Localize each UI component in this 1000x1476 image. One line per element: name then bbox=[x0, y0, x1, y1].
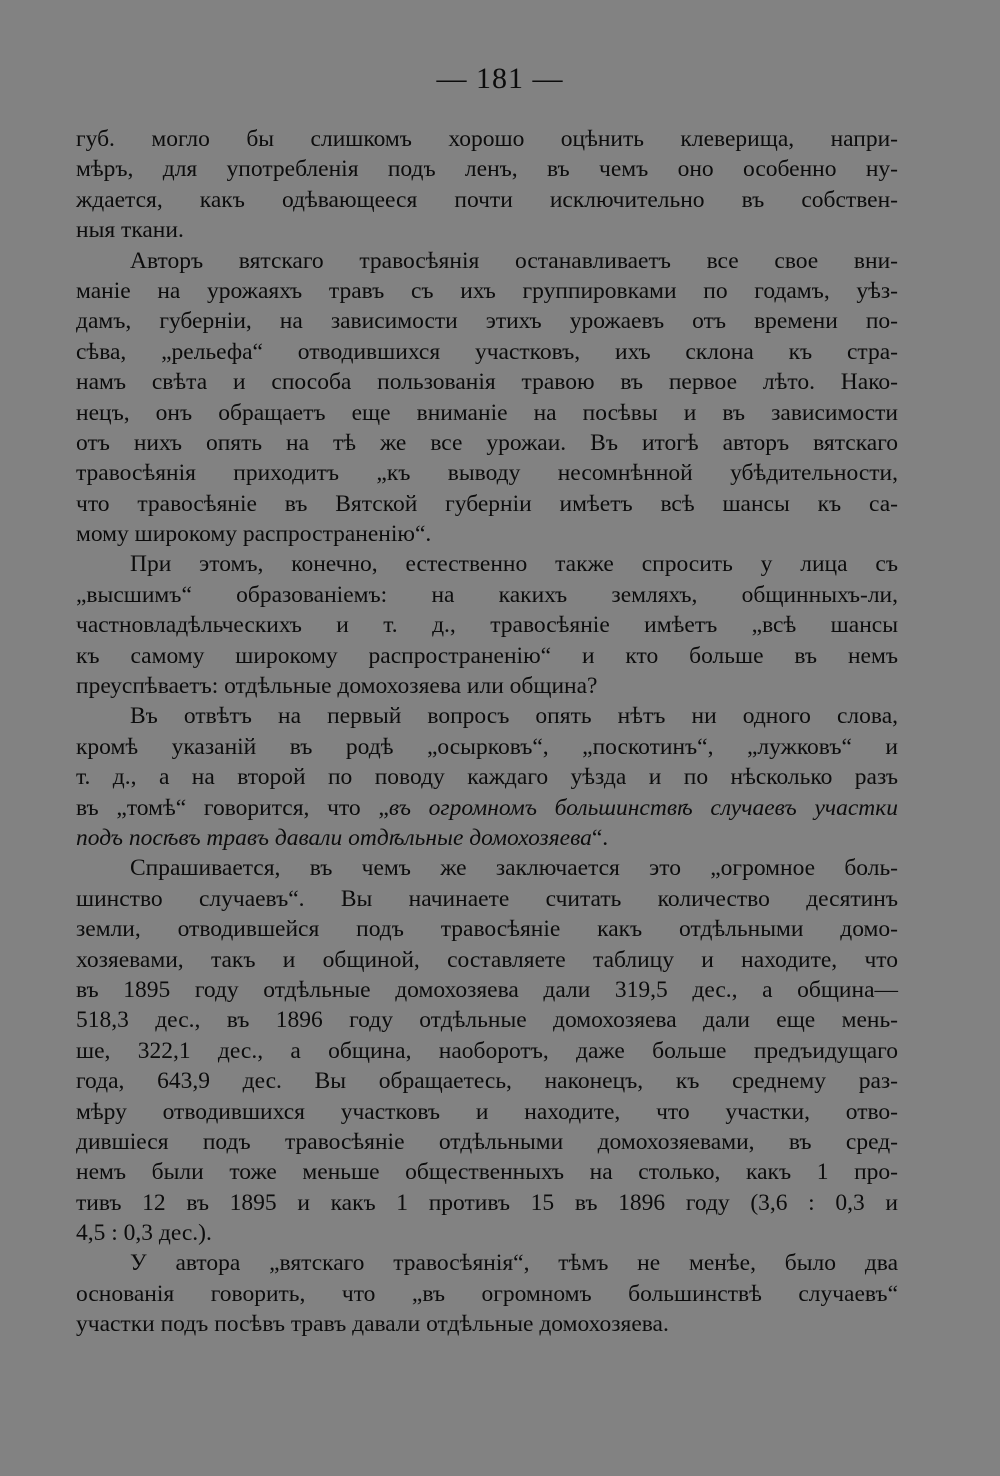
text-span: т. д., а на второй по поводу каждаго уѣзда и по нѣсколько разъ bbox=[76, 764, 898, 791]
text-span: немъ были тоже меньше общественныхъ на столько, какъ 1 про- bbox=[76, 1159, 898, 1186]
text-line bbox=[76, 1279, 898, 1309]
text-span: шинство случаевъ“. Вы начинаете считать количество десятинъ bbox=[76, 885, 898, 912]
text-span: кромѣ указаній въ родѣ „осырковъ“, „поскотинъ“, „лужковъ“ и bbox=[76, 733, 898, 760]
text-line bbox=[76, 793, 898, 823]
text-line bbox=[76, 762, 898, 792]
text-line bbox=[76, 732, 898, 762]
text-span: ныя ткани. bbox=[76, 217, 184, 244]
text-span: въ 1895 году отдѣльные домохозяева дали 319,5 дес., а община— bbox=[76, 976, 898, 1003]
text-line bbox=[76, 580, 898, 610]
text-span: губ. могло бы слишкомъ хорошо оцѣнить клеверища, напри- bbox=[76, 126, 898, 152]
text-line bbox=[76, 549, 898, 579]
text-line bbox=[76, 154, 898, 184]
text-line bbox=[76, 1188, 898, 1218]
page-text bbox=[76, 124, 898, 1340]
text-line bbox=[76, 124, 898, 154]
text-span: земли, отводившейся подъ травосѣяніе какъ отдѣльными домо- bbox=[76, 916, 898, 943]
text-span: нецъ, онъ обращаетъ еще вниманіе на посѣвы и въ зависимости bbox=[76, 399, 898, 426]
text-span: въ „томѣ“ говорится, что „ bbox=[76, 794, 389, 821]
text-span: Спрашивается, въ чемъ же заключается это „огромное боль- bbox=[130, 855, 898, 882]
text-span: отъ нихъ опять на тѣ же все урожаи. Въ итогѣ авторъ вятскаго bbox=[76, 429, 898, 456]
text-span: ждается, какъ одѣвающееся почти исключительно въ собствен- bbox=[76, 186, 898, 213]
italic-quote: въ огромномъ большинствѣ случаевъ участки bbox=[388, 794, 898, 821]
text-span: основанія говорить, что „въ огромномъ большинствѣ случаевъ“ bbox=[76, 1280, 898, 1307]
text-span: травосѣянія приходитъ „къ выводу несомнѣнной убѣдительности, bbox=[76, 460, 898, 487]
text-span: У автора „вятскаго травосѣянія“, тѣмъ не менѣе, было два bbox=[130, 1250, 898, 1277]
text-line bbox=[76, 246, 898, 276]
text-line bbox=[76, 367, 898, 397]
text-line bbox=[76, 671, 898, 701]
text-line bbox=[76, 306, 898, 336]
text-line bbox=[76, 519, 898, 549]
text-line bbox=[76, 489, 898, 519]
text-span: При этомъ, конечно, естественно также спросить у лица съ bbox=[130, 551, 898, 578]
text-line bbox=[76, 276, 898, 306]
text-line bbox=[76, 610, 898, 640]
text-span: маніе на урожаяхъ травъ съ ихъ группировками по годамъ, уѣз- bbox=[76, 277, 898, 304]
text-line bbox=[76, 975, 898, 1005]
text-line bbox=[76, 1066, 898, 1096]
text-line bbox=[76, 884, 898, 914]
text-line bbox=[76, 914, 898, 944]
text-line bbox=[76, 398, 898, 428]
text-span: хозяевами, такъ и общиной, составляете таблицу и находите, что bbox=[76, 946, 898, 973]
text-line bbox=[76, 853, 898, 883]
text-span: „высшимъ“ образованіемъ: на какихъ земляхъ, общинныхъ-ли, bbox=[76, 581, 898, 608]
text-span: участки подъ посѣвъ травъ давали отдѣльные домохозяева. bbox=[76, 1311, 669, 1338]
text-span: намъ свѣта и способа пользованія травою въ первое лѣто. Нако- bbox=[76, 369, 898, 396]
text-line bbox=[76, 641, 898, 671]
text-line bbox=[76, 337, 898, 367]
text-line bbox=[76, 1248, 898, 1278]
text-span: дившіеся подъ травосѣяніе отдѣльными домохозяевами, въ сред- bbox=[76, 1128, 898, 1155]
text-line bbox=[76, 945, 898, 975]
text-span: къ самому широкому распространенію“ и кто больше въ немъ bbox=[76, 642, 898, 669]
italic-quote: подъ посѣвъ травъ давали отдѣльные домохозяева bbox=[76, 824, 592, 851]
text-line bbox=[76, 458, 898, 488]
text-line bbox=[76, 428, 898, 458]
text-span: года, 643,9 дес. Вы обращаетесь, наконецъ, къ среднему раз- bbox=[76, 1068, 898, 1095]
text-span: преуспѣваетъ: отдѣльные домохозяева или община? bbox=[76, 673, 598, 700]
text-span: дамъ, губерніи, на зависимости этихъ урожаевъ отъ времени по- bbox=[76, 308, 898, 335]
text-span: ше, 322,1 дес., а община, наоборотъ, даже больше предъидущаго bbox=[76, 1037, 898, 1064]
text-span: 4,5 : 0,3 дес.). bbox=[76, 1220, 212, 1247]
text-span: мѣръ, для употребленія подъ ленъ, въ чемъ оно особенно ну- bbox=[76, 156, 898, 183]
text-line bbox=[76, 185, 898, 215]
text-span: частновладѣльческихъ и т. д., травосѣяніе имѣетъ „всѣ шансы bbox=[76, 612, 898, 639]
text-line bbox=[76, 823, 898, 853]
text-span: “. bbox=[591, 824, 609, 851]
text-line bbox=[76, 701, 898, 731]
text-line bbox=[76, 215, 898, 245]
page-number: — 181 — bbox=[436, 62, 564, 95]
text-line bbox=[76, 1157, 898, 1187]
text-line bbox=[76, 1309, 898, 1339]
text-span: Въ отвѣтъ на первый вопросъ опять нѣтъ ни одного слова, bbox=[130, 703, 898, 730]
text-line bbox=[76, 1097, 898, 1127]
text-span: сѣва, „рельефа“ отводившихся участковъ, ихъ склона къ стра- bbox=[76, 338, 898, 365]
text-span: мѣру отводившихся участковъ и находите, что участки, отво- bbox=[76, 1098, 898, 1125]
text-line bbox=[76, 1005, 898, 1035]
text-line bbox=[76, 1127, 898, 1157]
text-line bbox=[76, 1036, 898, 1066]
text-span: тивъ 12 въ 1895 и какъ 1 противъ 15 въ 1896 году (3,6 : 0,3 и bbox=[76, 1189, 898, 1216]
text-span: Авторъ вятскаго травосѣянія останавливаетъ все свое вни- bbox=[130, 247, 898, 274]
text-span: что травосѣяніе въ Вятской губерніи имѣетъ всѣ шансы къ са- bbox=[76, 490, 898, 517]
text-span: 518,3 дес., въ 1896 году отдѣльные домохозяева дали еще мень- bbox=[76, 1007, 898, 1034]
text-line bbox=[76, 1218, 898, 1248]
text-span: мому широкому распространенію“. bbox=[76, 521, 432, 548]
